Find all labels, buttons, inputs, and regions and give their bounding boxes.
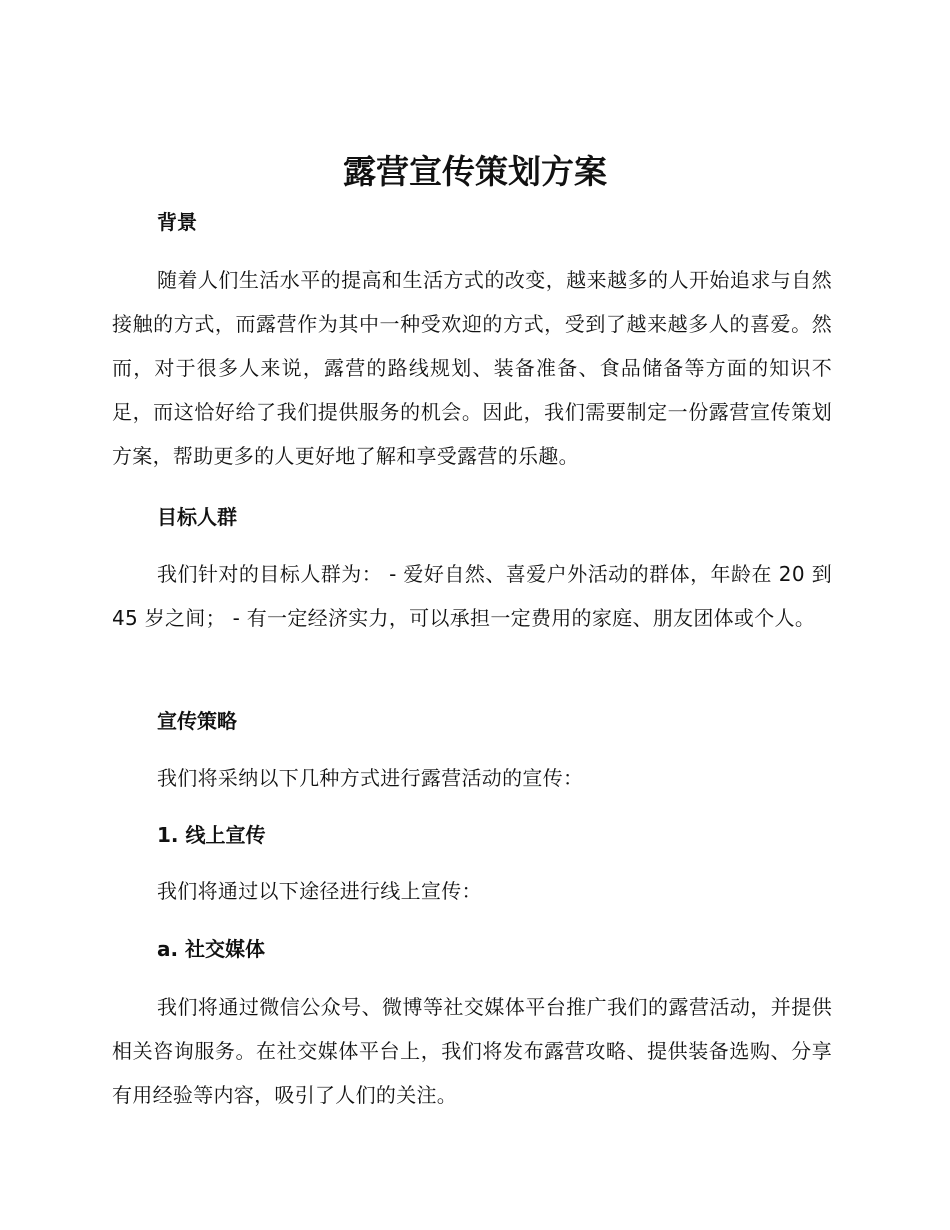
section-paragraph-promotion-strategy: 我们将采纳以下几种方式进行露营活动的宣传：: [157, 766, 584, 790]
section-heading-background: 背景: [157, 210, 197, 234]
section-paragraph-target-audience: 我们针对的目标人群为： - 爱好自然、喜爱户外活动的群体，年龄在 20 到 45 岁之间； - 有一定经济实力，可以承担一定费用的家庭、朋友团体或个人。: [112, 562, 832, 630]
section-heading-target-audience: 目标人群: [157, 505, 237, 529]
document-title: 露营宣传策划方案: [343, 152, 607, 191]
section-heading-promotion-strategy: 宣传策略: [157, 709, 237, 733]
section-paragraph-background: 随着人们生活水平的提高和生活方式的改变，越来越多的人开始追求与自然接触的方式，而露营作为其中一种受欢迎的方式，受到了越来越多人的喜爱。然而，对于很多人来说，露营的路线规划、装备准备、食品储备等方面的知识不足，而这恰好给了我们提供服务的机会。因此，我们需要制定一份露营宣传策划方案，帮助更多的人更好地了解和享受露营的乐趣。: [112, 268, 832, 468]
section-heading-social-media: a. 社交媒体: [157, 937, 266, 961]
section-paragraph-social-media: 我们将通过微信公众号、微博等社交媒体平台推广我们的露营活动，并提供相关咨询服务。在社交媒体平台上，我们将发布露营攻略、提供装备选购、分享有用经验等内容，吸引了人们的关注。: [112, 995, 832, 1107]
section-paragraph-online-promotion: 我们将通过以下途径进行线上宣传：: [157, 879, 482, 903]
section-heading-online-promotion: 1. 线上宣传: [157, 823, 266, 847]
